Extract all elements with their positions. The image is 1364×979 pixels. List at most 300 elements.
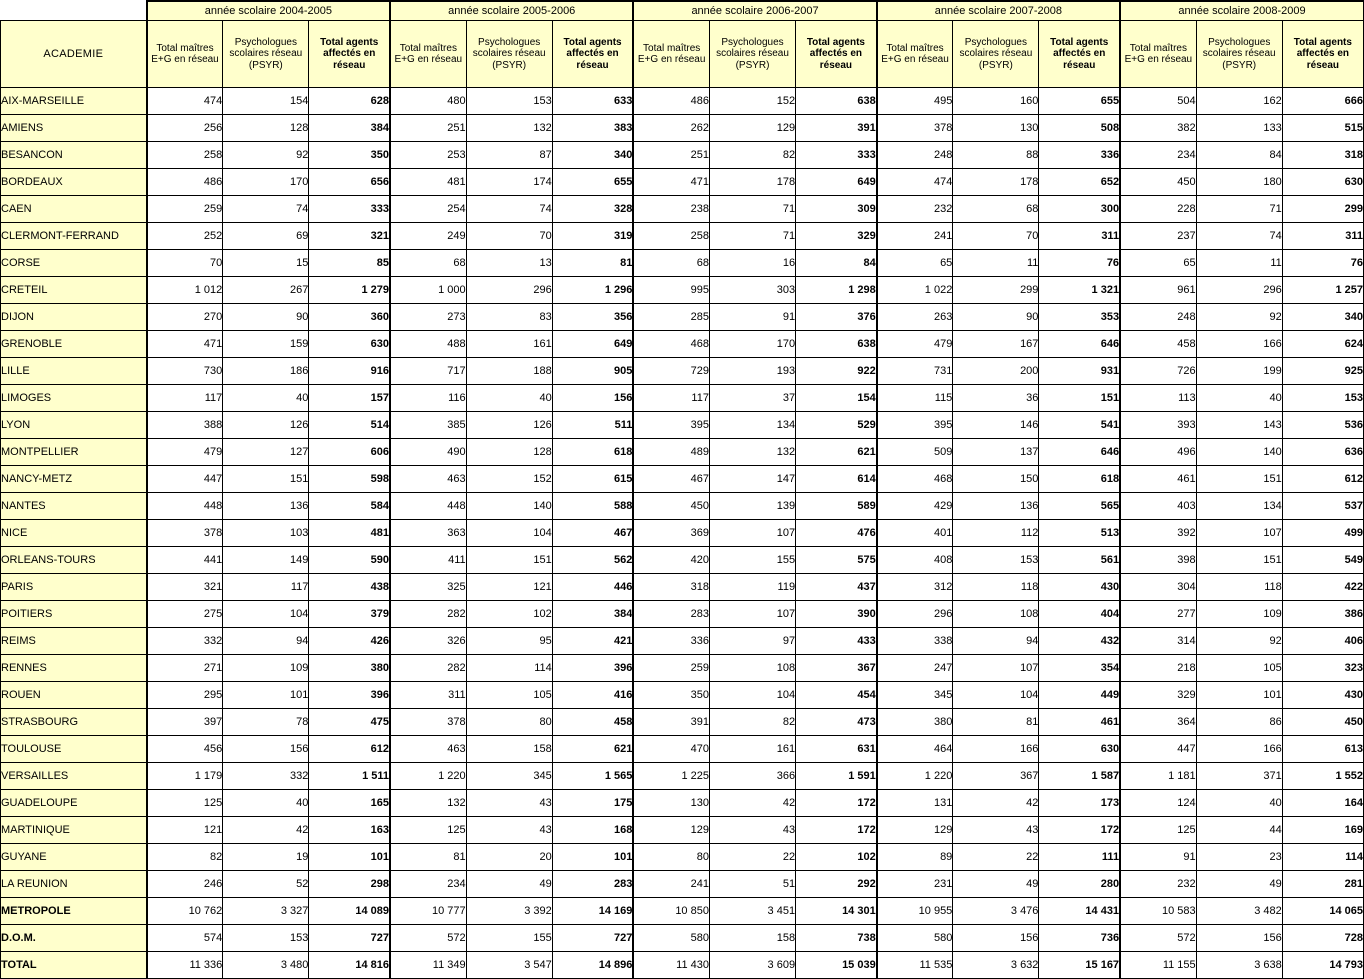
cell-maitres: 11 349 — [390, 952, 466, 979]
cell-maitres: 448 — [390, 493, 466, 520]
colhead-2004-total: Total agents affectés en réseau — [309, 21, 390, 88]
cell-psyr: 3 482 — [1196, 898, 1282, 925]
cell-psyr: 156 — [953, 925, 1039, 952]
cell-total: 383 — [552, 115, 633, 142]
cell-maitres: 282 — [390, 655, 466, 682]
cell-maitres: 1 220 — [877, 763, 953, 790]
cell-total: 438 — [309, 574, 390, 601]
cell-psyr: 42 — [953, 790, 1039, 817]
cell-psyr: 151 — [1196, 466, 1282, 493]
cell-total: 437 — [796, 574, 877, 601]
cell-psyr: 88 — [953, 142, 1039, 169]
cell-total: 300 — [1039, 196, 1120, 223]
cell-maitres: 11 430 — [633, 952, 709, 979]
cell-maitres: 10 762 — [147, 898, 223, 925]
table-row — [1, 898, 1364, 925]
cell-psyr: 112 — [953, 520, 1039, 547]
cell-maitres: 504 — [1120, 88, 1196, 115]
cell-maitres: 68 — [633, 250, 709, 277]
cell-psyr: 3 451 — [709, 898, 795, 925]
table-row — [1, 655, 1364, 682]
cell-maitres: 378 — [390, 709, 466, 736]
cell-total: 379 — [309, 601, 390, 628]
cell-total: 14 816 — [309, 952, 390, 979]
cell-psyr: 178 — [953, 169, 1039, 196]
cell-maitres: 1 000 — [390, 277, 466, 304]
cell-total: 475 — [309, 709, 390, 736]
cell-total: 649 — [796, 169, 877, 196]
cell-maitres: 447 — [1120, 736, 1196, 763]
row-label: POITIERS — [1, 601, 147, 628]
cell-total: 157 — [309, 385, 390, 412]
row-label: STRASBOURG — [1, 709, 147, 736]
cell-total: 390 — [796, 601, 877, 628]
cell-maitres: 388 — [147, 412, 223, 439]
cell-total: 340 — [552, 142, 633, 169]
row-label: MARTINIQUE — [1, 817, 147, 844]
colhead-2005-total: Total agents affectés en réseau — [552, 21, 633, 88]
cell-maitres: 312 — [877, 574, 953, 601]
table-row — [1, 952, 1364, 979]
cell-maitres: 408 — [877, 547, 953, 574]
cell-psyr: 186 — [223, 358, 309, 385]
cell-maitres: 314 — [1120, 628, 1196, 655]
cell-maitres: 726 — [1120, 358, 1196, 385]
cell-psyr: 92 — [1196, 628, 1282, 655]
cell-maitres: 11 535 — [877, 952, 953, 979]
cell-psyr: 137 — [953, 439, 1039, 466]
cell-total: 931 — [1039, 358, 1120, 385]
table-row — [1, 574, 1364, 601]
cell-maitres: 450 — [1120, 169, 1196, 196]
cell-psyr: 161 — [466, 331, 552, 358]
cell-psyr: 160 — [953, 88, 1039, 115]
cell-psyr: 68 — [953, 196, 1039, 223]
cell-psyr: 43 — [466, 790, 552, 817]
cell-total: 1 552 — [1282, 763, 1363, 790]
row-label: CLERMONT-FERRAND — [1, 223, 147, 250]
cell-total: 406 — [1282, 628, 1363, 655]
cell-psyr: 151 — [466, 547, 552, 574]
cell-psyr: 118 — [953, 574, 1039, 601]
cell-psyr: 92 — [1196, 304, 1282, 331]
cell-total: 165 — [309, 790, 390, 817]
table-row — [1, 628, 1364, 655]
cell-psyr: 3 632 — [953, 952, 1039, 979]
cell-psyr: 74 — [466, 196, 552, 223]
table-row — [1, 763, 1364, 790]
cell-psyr: 108 — [953, 601, 1039, 628]
cell-psyr: 43 — [709, 817, 795, 844]
year-group-2004-2005: année scolaire 2004-2005 — [147, 1, 390, 21]
cell-psyr: 150 — [953, 466, 1039, 493]
cell-total: 323 — [1282, 655, 1363, 682]
cell-maitres: 125 — [1120, 817, 1196, 844]
cell-total: 311 — [1039, 223, 1120, 250]
cell-total: 14 793 — [1282, 952, 1363, 979]
cell-maitres: 488 — [390, 331, 466, 358]
table-row — [1, 169, 1364, 196]
cell-maitres: 234 — [1120, 142, 1196, 169]
colhead-2004-psyr: Psychologues scolaires réseau (PSYR) — [223, 21, 309, 88]
colhead-2006-total: Total agents affectés en réseau — [796, 21, 877, 88]
cell-psyr: 105 — [1196, 655, 1282, 682]
cell-psyr: 140 — [1196, 439, 1282, 466]
cell-psyr: 92 — [223, 142, 309, 169]
cell-psyr: 134 — [1196, 493, 1282, 520]
cell-maitres: 10 955 — [877, 898, 953, 925]
row-label: CORSE — [1, 250, 147, 277]
row-label: PARIS — [1, 574, 147, 601]
cell-maitres: 321 — [147, 574, 223, 601]
cell-total: 646 — [1039, 331, 1120, 358]
cell-maitres: 65 — [1120, 250, 1196, 277]
cell-maitres: 391 — [633, 709, 709, 736]
cell-maitres: 117 — [147, 385, 223, 412]
cell-total: 461 — [1039, 709, 1120, 736]
cell-psyr: 69 — [223, 223, 309, 250]
cell-maitres: 717 — [390, 358, 466, 385]
cell-psyr: 43 — [466, 817, 552, 844]
cell-maitres: 125 — [390, 817, 466, 844]
cell-psyr: 162 — [1196, 88, 1282, 115]
cell-total: 615 — [552, 466, 633, 493]
cell-psyr: 97 — [709, 628, 795, 655]
cell-total: 14 301 — [796, 898, 877, 925]
cell-maitres: 382 — [1120, 115, 1196, 142]
cell-total: 631 — [796, 736, 877, 763]
cell-total: 153 — [1282, 385, 1363, 412]
cell-psyr: 193 — [709, 358, 795, 385]
cell-total: 649 — [552, 331, 633, 358]
cell-psyr: 114 — [466, 655, 552, 682]
colhead-2007-psyr: Psychologues scolaires réseau (PSYR) — [953, 21, 1039, 88]
cell-psyr: 3 480 — [223, 952, 309, 979]
table-row — [1, 250, 1364, 277]
cell-psyr: 133 — [1196, 115, 1282, 142]
cell-maitres: 363 — [390, 520, 466, 547]
cell-maitres: 411 — [390, 547, 466, 574]
cell-maitres: 464 — [877, 736, 953, 763]
cell-psyr: 86 — [1196, 709, 1282, 736]
cell-maitres: 393 — [1120, 412, 1196, 439]
cell-psyr: 166 — [1196, 331, 1282, 358]
cell-total: 422 — [1282, 574, 1363, 601]
cell-total: 101 — [552, 844, 633, 871]
cell-psyr: 299 — [953, 277, 1039, 304]
cell-maitres: 572 — [1120, 925, 1196, 952]
cell-maitres: 369 — [633, 520, 709, 547]
row-label: TOULOUSE — [1, 736, 147, 763]
cell-maitres: 129 — [877, 817, 953, 844]
cell-maitres: 263 — [877, 304, 953, 331]
cell-psyr: 22 — [709, 844, 795, 871]
cell-maitres: 420 — [633, 547, 709, 574]
cell-total: 561 — [1039, 547, 1120, 574]
cell-maitres: 380 — [877, 709, 953, 736]
cell-psyr: 95 — [466, 628, 552, 655]
table-row — [1, 196, 1364, 223]
row-label: LA REUNION — [1, 871, 147, 898]
cell-maitres: 68 — [390, 250, 466, 277]
cell-psyr: 156 — [1196, 925, 1282, 952]
cell-maitres: 277 — [1120, 601, 1196, 628]
cell-maitres: 248 — [1120, 304, 1196, 331]
cell-psyr: 104 — [953, 682, 1039, 709]
cell-maitres: 471 — [633, 169, 709, 196]
cell-maitres: 326 — [390, 628, 466, 655]
cell-total: 114 — [1282, 844, 1363, 871]
cell-maitres: 486 — [147, 169, 223, 196]
cell-psyr: 51 — [709, 871, 795, 898]
cell-maitres: 259 — [147, 196, 223, 223]
cell-psyr: 22 — [953, 844, 1039, 871]
cell-psyr: 3 476 — [953, 898, 1039, 925]
cell-psyr: 3 547 — [466, 952, 552, 979]
table-body — [1, 88, 1364, 979]
cell-maitres: 574 — [147, 925, 223, 952]
cell-maitres: 429 — [877, 493, 953, 520]
cell-maitres: 113 — [1120, 385, 1196, 412]
cell-total: 380 — [309, 655, 390, 682]
cell-psyr: 118 — [1196, 574, 1282, 601]
cell-psyr: 40 — [1196, 790, 1282, 817]
cell-psyr: 129 — [709, 115, 795, 142]
cell-maitres: 398 — [1120, 547, 1196, 574]
cell-maitres: 474 — [877, 169, 953, 196]
colhead-2005-maitres: Total maîtres E+G en réseau — [390, 21, 466, 88]
cell-psyr: 170 — [223, 169, 309, 196]
cell-maitres: 283 — [633, 601, 709, 628]
cell-psyr: 23 — [1196, 844, 1282, 871]
cell-maitres: 509 — [877, 439, 953, 466]
cell-psyr: 126 — [466, 412, 552, 439]
cell-maitres: 318 — [633, 574, 709, 601]
cell-maitres: 89 — [877, 844, 953, 871]
cell-total: 606 — [309, 439, 390, 466]
cell-psyr: 102 — [466, 601, 552, 628]
cell-maitres: 130 — [633, 790, 709, 817]
cell-psyr: 152 — [466, 466, 552, 493]
row-label: GUADELOUPE — [1, 790, 147, 817]
cell-total: 172 — [796, 790, 877, 817]
cell-maitres: 479 — [147, 439, 223, 466]
table-row — [1, 466, 1364, 493]
year-group-2007-2008: année scolaire 2007-2008 — [877, 1, 1120, 21]
cell-psyr: 153 — [466, 88, 552, 115]
cell-total: 101 — [309, 844, 390, 871]
cell-psyr: 15 — [223, 250, 309, 277]
cell-maitres: 295 — [147, 682, 223, 709]
cell-psyr: 153 — [223, 925, 309, 952]
cell-maitres: 467 — [633, 466, 709, 493]
cell-psyr: 117 — [223, 574, 309, 601]
cell-total: 652 — [1039, 169, 1120, 196]
cell-psyr: 109 — [223, 655, 309, 682]
row-label: METROPOLE — [1, 898, 147, 925]
cell-maitres: 995 — [633, 277, 709, 304]
cell-total: 508 — [1039, 115, 1120, 142]
cell-total: 727 — [309, 925, 390, 952]
cell-psyr: 90 — [953, 304, 1039, 331]
cell-total: 636 — [1282, 439, 1363, 466]
cell-psyr: 3 638 — [1196, 952, 1282, 979]
cell-total: 175 — [552, 790, 633, 817]
row-label: D.O.M. — [1, 925, 147, 952]
cell-maitres: 304 — [1120, 574, 1196, 601]
cell-maitres: 1 181 — [1120, 763, 1196, 790]
cell-psyr: 132 — [466, 115, 552, 142]
cell-maitres: 572 — [390, 925, 466, 952]
cell-maitres: 730 — [147, 358, 223, 385]
cell-psyr: 134 — [709, 412, 795, 439]
cell-maitres: 1 220 — [390, 763, 466, 790]
cell-total: 613 — [1282, 736, 1363, 763]
year-group-2008-2009: année scolaire 2008-2009 — [1120, 1, 1363, 21]
cell-maitres: 480 — [390, 88, 466, 115]
cell-total: 476 — [796, 520, 877, 547]
table-row — [1, 358, 1364, 385]
cell-total: 432 — [1039, 628, 1120, 655]
cell-total: 321 — [309, 223, 390, 250]
cell-total: 655 — [552, 169, 633, 196]
cell-maitres: 241 — [877, 223, 953, 250]
cell-maitres: 10 850 — [633, 898, 709, 925]
cell-total: 450 — [1282, 709, 1363, 736]
cell-maitres: 248 — [877, 142, 953, 169]
cell-total: 292 — [796, 871, 877, 898]
cell-psyr: 40 — [223, 790, 309, 817]
row-label: AMIENS — [1, 115, 147, 142]
cell-maitres: 1 022 — [877, 277, 953, 304]
cell-total: 283 — [552, 871, 633, 898]
cell-maitres: 251 — [633, 142, 709, 169]
cell-total: 318 — [1282, 142, 1363, 169]
cell-psyr: 104 — [223, 601, 309, 628]
cell-maitres: 474 — [147, 88, 223, 115]
cell-total: 638 — [796, 88, 877, 115]
cell-maitres: 228 — [1120, 196, 1196, 223]
cell-total: 612 — [1282, 466, 1363, 493]
table-row — [1, 493, 1364, 520]
cell-maitres: 1 179 — [147, 763, 223, 790]
cell-maitres: 251 — [390, 115, 466, 142]
cell-psyr: 128 — [223, 115, 309, 142]
cell-psyr: 136 — [223, 493, 309, 520]
cell-psyr: 101 — [1196, 682, 1282, 709]
cell-total: 922 — [796, 358, 877, 385]
cell-psyr: 367 — [953, 763, 1039, 790]
cell-total: 84 — [796, 250, 877, 277]
cell-total: 1 321 — [1039, 277, 1120, 304]
cell-total: 280 — [1039, 871, 1120, 898]
cell-psyr: 345 — [466, 763, 552, 790]
cell-psyr: 49 — [1196, 871, 1282, 898]
cell-psyr: 155 — [466, 925, 552, 952]
cell-total: 76 — [1282, 250, 1363, 277]
cell-total: 612 — [309, 736, 390, 763]
cell-maitres: 124 — [1120, 790, 1196, 817]
cell-total: 467 — [552, 520, 633, 547]
cell-psyr: 49 — [953, 871, 1039, 898]
cell-psyr: 109 — [1196, 601, 1282, 628]
cell-maitres: 350 — [633, 682, 709, 709]
cell-psyr: 105 — [466, 682, 552, 709]
cell-psyr: 155 — [709, 547, 795, 574]
cell-psyr: 152 — [709, 88, 795, 115]
cell-maitres: 463 — [390, 736, 466, 763]
cell-maitres: 336 — [633, 628, 709, 655]
row-label: BESANCON — [1, 142, 147, 169]
cell-total: 1 279 — [309, 277, 390, 304]
cell-total: 1 511 — [309, 763, 390, 790]
cell-psyr: 101 — [223, 682, 309, 709]
cell-maitres: 481 — [390, 169, 466, 196]
table-row — [1, 736, 1364, 763]
cell-maitres: 270 — [147, 304, 223, 331]
cell-maitres: 117 — [633, 385, 709, 412]
cell-total: 630 — [1282, 169, 1363, 196]
cell-maitres: 11 155 — [1120, 952, 1196, 979]
cell-psyr: 296 — [1196, 277, 1282, 304]
cell-psyr: 180 — [1196, 169, 1282, 196]
cell-total: 81 — [552, 250, 633, 277]
cell-total: 458 — [552, 709, 633, 736]
cell-maitres: 80 — [633, 844, 709, 871]
cell-psyr: 147 — [709, 466, 795, 493]
cell-psyr: 107 — [1196, 520, 1282, 547]
cell-total: 514 — [309, 412, 390, 439]
cell-psyr: 126 — [223, 412, 309, 439]
corner-blank-cell — [1, 1, 147, 21]
cell-psyr: 151 — [1196, 547, 1282, 574]
cell-maitres: 486 — [633, 88, 709, 115]
cell-psyr: 104 — [709, 682, 795, 709]
cell-psyr: 42 — [223, 817, 309, 844]
cell-total: 565 — [1039, 493, 1120, 520]
cell-psyr: 87 — [466, 142, 552, 169]
cell-total: 391 — [796, 115, 877, 142]
cell-psyr: 149 — [223, 547, 309, 574]
cell-total: 499 — [1282, 520, 1363, 547]
cell-total: 584 — [309, 493, 390, 520]
colhead-2007-maitres: Total maîtres E+G en réseau — [877, 21, 953, 88]
table-row — [1, 223, 1364, 250]
cell-psyr: 127 — [223, 439, 309, 466]
cell-maitres: 132 — [390, 790, 466, 817]
cell-maitres: 392 — [1120, 520, 1196, 547]
cell-total: 1 257 — [1282, 277, 1363, 304]
cell-total: 598 — [309, 466, 390, 493]
cell-maitres: 401 — [877, 520, 953, 547]
cell-psyr: 70 — [953, 223, 1039, 250]
cell-maitres: 275 — [147, 601, 223, 628]
row-label: VERSAILLES — [1, 763, 147, 790]
cell-total: 336 — [1039, 142, 1120, 169]
cell-maitres: 246 — [147, 871, 223, 898]
cell-psyr: 78 — [223, 709, 309, 736]
cell-psyr: 267 — [223, 277, 309, 304]
cell-total: 473 — [796, 709, 877, 736]
cell-total: 384 — [552, 601, 633, 628]
cell-maitres: 961 — [1120, 277, 1196, 304]
cell-psyr: 366 — [709, 763, 795, 790]
table-row — [1, 88, 1364, 115]
cell-total: 172 — [1039, 817, 1120, 844]
cell-total: 156 — [552, 385, 633, 412]
table-row — [1, 331, 1364, 358]
cell-total: 384 — [309, 115, 390, 142]
